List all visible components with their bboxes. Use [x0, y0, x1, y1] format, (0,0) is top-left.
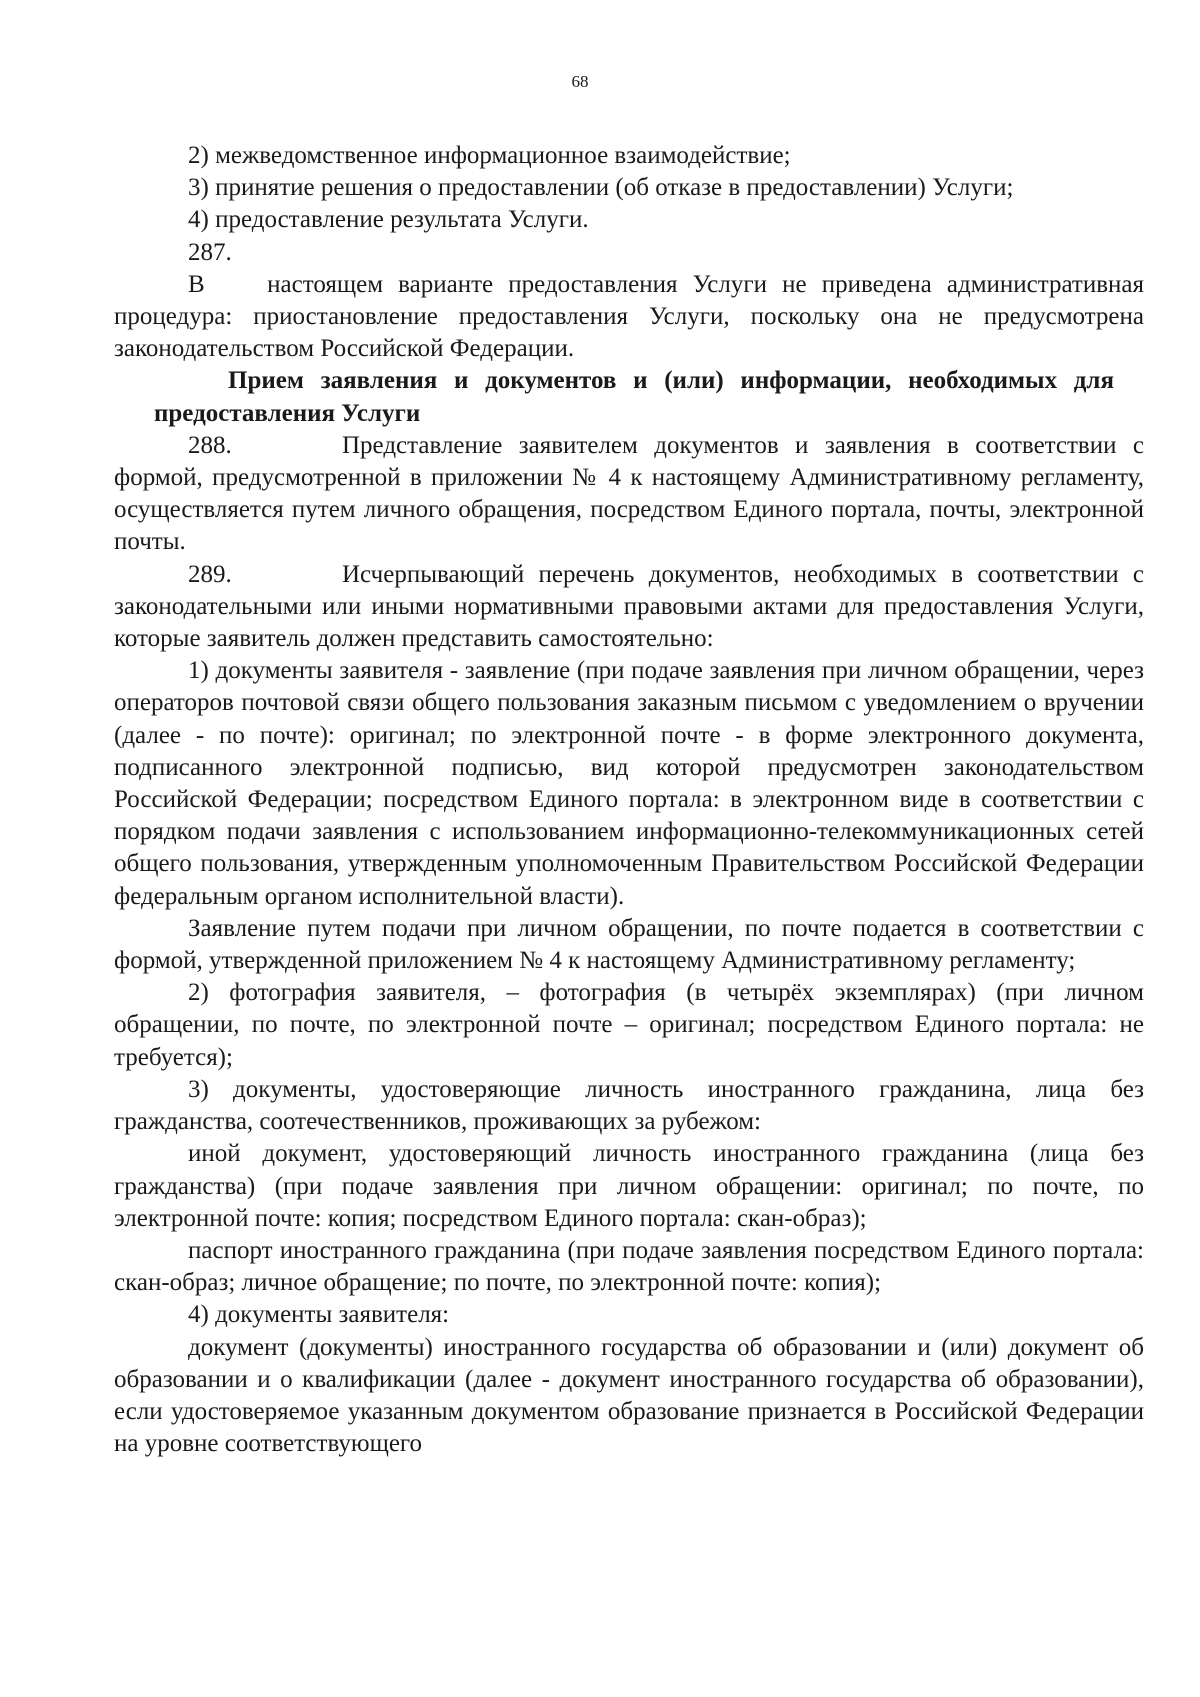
paragraph-step-3: 3) принятие решения о предоставлении (об отказе в предоставлении) Услуги;: [188, 174, 1014, 202]
paragraph-287-number: 287. В: [188, 238, 232, 298]
paragraph-289: [114, 559, 1144, 656]
list-item-applicant-documents-4: 4) документы заявителя:: [188, 1301, 450, 1329]
list-item-other-identity-document: иной документ, удостоверяющий личность иностранного гражданина (лица без гражданства) (при подаче заявления при личном обращении: оригинал; по почте, по электронной почте: копия; посредством Единого портала: скан-образ);: [114, 1140, 1144, 1232]
list-item-applicant-documents: 1) документы заявителя - заявление (при подаче заявления при личном обращении, через операторов почтовой связи общего пользования заказным письмом с уведомлением о вручении (далее - по почте): оригинал; по электронной почте - в форме электронного документа, подписанного электронной подписью, вид которой предусмотрен законодательством Российской Федерации; посредством Единого портала: в электронном виде в соответствии с порядком подачи заявления с использованием информационно-телекоммуникационных сетей общего пользования, утвержденным уполномоченным Правительством Российской Федерации федеральным органом исполнительной власти).: [114, 657, 1144, 910]
paragraph-288-text: Представление заявителем документов и заявления в соответствии с формой, предусмотренной в приложении № 4 к настоящему Административному регламенту, осуществляется путем личного обращения, посредством Единого портала, почты, электронной почты.: [114, 431, 1144, 556]
paragraph-288: [114, 430, 1144, 559]
list-item-passport: паспорт иностранного гражданина (при подаче заявления посредством Единого портала: скан-образ; личное обращение; по почте, по электронной почте: копия);: [114, 1236, 1144, 1297]
page-number: 68: [571, 72, 589, 91]
list-item-photo: 2) фотография заявителя, – фотография (в четырёх экземплярах) (при личном обращении, по почте, по электронной почте – оригинал; посредством Единого портала: не требуется);: [114, 979, 1144, 1071]
paragraph-288-number: 288.: [188, 431, 232, 459]
paragraph-287: [114, 237, 1144, 366]
paragraph-289-number: 289.: [188, 560, 232, 588]
document-body: [114, 140, 1144, 1460]
section-heading: Прием заявления и документов и (или) информации, необходимых для предоставления Услуги: [154, 367, 1114, 427]
list-item-education-document: документ (документы) иностранного государства об образовании и (или) документ об образовании и о квалификации (далее - документ иностранного государства об образовании), если удостоверяемое указанным документом образование признается в Российской Федерации на уровне соответствующего: [114, 1333, 1144, 1458]
list-item-identity-documents: 3) документы, удостоверяющие личность иностранного гражданина, лица без гражданства, соотечественников, проживающих за рубежом:: [114, 1075, 1144, 1136]
paragraph-step-4: 4) предоставление результата Услуги.: [188, 206, 589, 234]
paragraph-step-2: 2) межведомственное информационное взаимодействие;: [188, 142, 791, 169]
paragraph-287-text: настоящем варианте предоставления Услуги не приведена административная процедура: приостановление предоставления Услуги, поскольку она не предусмотрена законодательством Российской Федерации.: [114, 270, 1145, 363]
list-item-application-form: Заявление путем подачи при личном обращении, по почте подается в соответствии с формой, утвержденной приложением № 4 к настоящему Административному регламенту;: [114, 914, 1144, 975]
paragraph-289-text: Исчерпывающий перечень документов, необходимых в соответствии с законодательными или иными нормативными правовыми актами для предоставления Услуги, которые заявитель должен представить самостоятельно:: [114, 560, 1144, 653]
